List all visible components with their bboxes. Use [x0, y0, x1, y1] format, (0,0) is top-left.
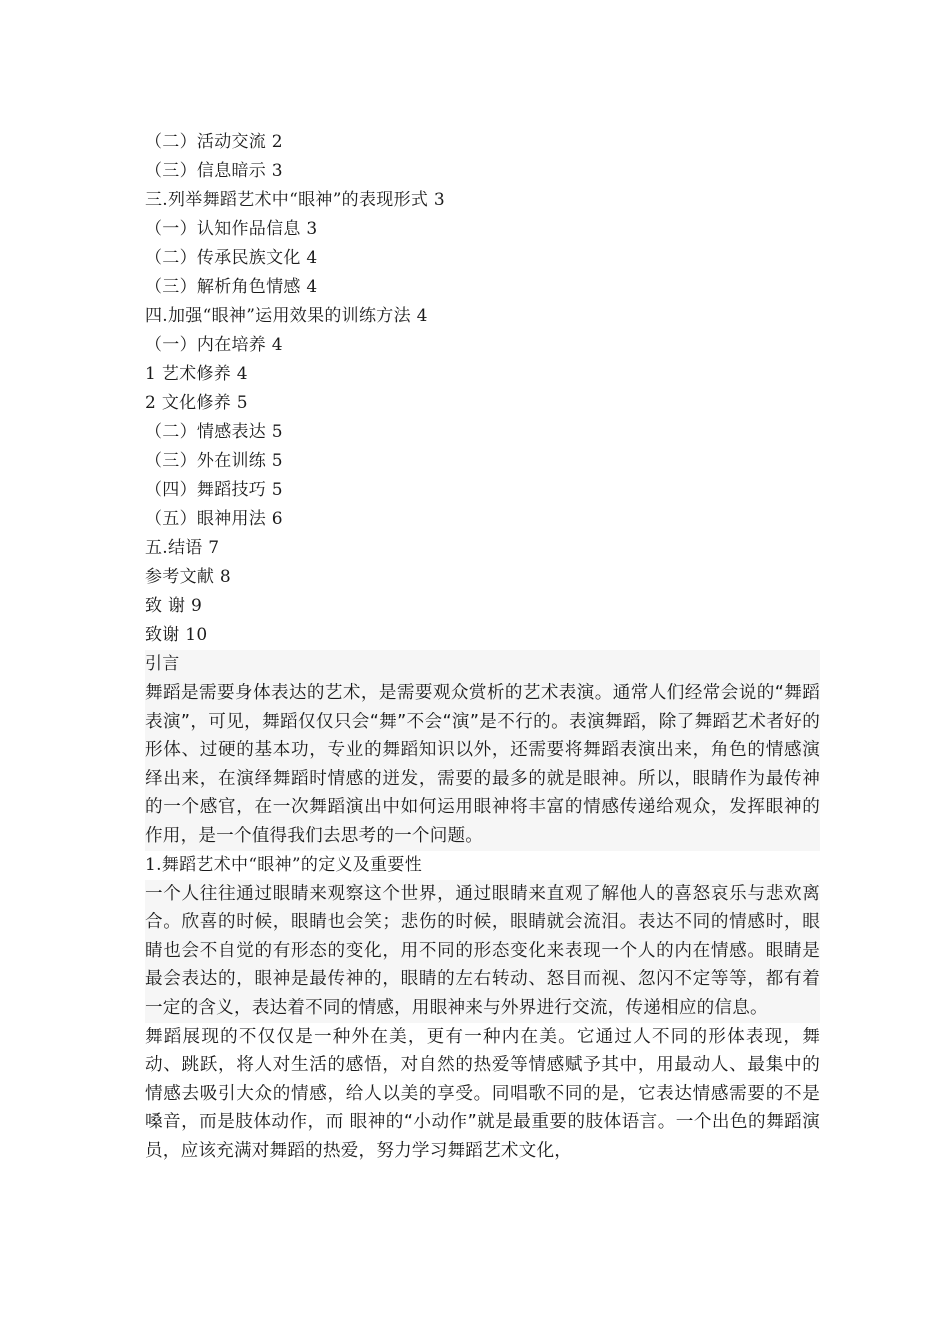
section-1	[145, 851, 820, 1166]
toc-entry: 三.列举舞蹈艺术中“眼神”的表现形式 3	[145, 190, 446, 210]
section-1-paragraph: 一个人往往通过眼睛来观察这个世界，通过眼睛来直观了解他人的喜怒哀乐与悲欢离合。欣喜的时候，眼睛也会笑；悲伤的时候，眼睛就会流泪。表达不同的情感时，眼睛也会不自觉的有形态的变化，用不同的形态变化来表现一个人的内在情感。眼睛是最会表达的，眼神是最传神的，眼睛的左右转动、怒目而视、忽闪不定等等，都有着一定的含义，表达着不同的情感，用眼神来与外界进行交流，传递相应的信息。	[145, 880, 820, 1023]
section-1-paragraph: 舞蹈展现的不仅仅是一种外在美，更有一种内在美。它通过人不同的形体表现，舞动、跳跃，将人对生活的感悟，对自然的热爱等情感赋予其中，用最动人、最集中的情感去吸引大众的情感，给人以美的享受。同唱歌不同的是，它表达情感需要的不是嗓音，而是肢体动作，而 眼神的“小动作”就是最重要的肢体语言。一个出色的舞蹈演员，应该充满对舞蹈的热爱，努力学习舞蹈艺术文化，	[145, 1026, 820, 1161]
section-1-heading: 1.舞蹈艺术中“眼神”的定义及重要性	[145, 854, 423, 875]
toc-entry: （三）外在训练 5	[145, 451, 283, 471]
toc-entry: （四）舞蹈技巧 5	[145, 480, 283, 500]
toc-entry: （二）活动交流 2	[145, 132, 283, 152]
toc-entry: （五）眼神用法 6	[145, 509, 283, 529]
toc-entry: 参考文献 8	[145, 567, 232, 587]
toc-entry: （三）信息暗示 3	[145, 161, 283, 181]
toc-entry: 致 谢 9	[145, 596, 203, 616]
toc-entry: （二）传承民族文化 4	[145, 248, 318, 268]
toc-entry: （二）情感表达 5	[145, 422, 283, 442]
intro-heading: 引言	[145, 654, 180, 674]
intro-section	[145, 650, 820, 851]
table-of-contents	[145, 128, 820, 650]
toc-entry: 2 文化修养 5	[145, 393, 248, 413]
toc-entry: 四.加强“眼神”运用效果的训练方法 4	[145, 306, 428, 326]
toc-entry: 1 艺术修养 4	[145, 364, 248, 384]
toc-entry: 致谢 10	[145, 625, 208, 645]
toc-entry: （三）解析角色情感 4	[145, 277, 318, 297]
toc-entry: （一）认知作品信息 3	[145, 219, 318, 239]
document-body	[145, 128, 820, 1166]
toc-entry: （一）内在培养 4	[145, 335, 283, 355]
toc-entry: 五.结语 7	[145, 538, 220, 558]
intro-paragraph: 舞蹈是需要身体表达的艺术，是需要观众赏析的艺术表演。通常人们经常会说的“舞蹈表演”，可见，舞蹈仅仅只会“舞”不会“演”是不行的。表演舞蹈，除了舞蹈艺术者好的形体、过硬的基本功，专业的舞蹈知识以外，还需要将舞蹈表演出来，角色的情感演绎出来，在演绎舞蹈时情感的迸发，需要的最多的就是眼神。所以，眼睛作为最传神的一个感官，在一次舞蹈演出中如何运用眼神将丰富的情感传递给观众，发挥眼神的作用，是一个值得我们去思考的一个问题。	[145, 683, 820, 846]
